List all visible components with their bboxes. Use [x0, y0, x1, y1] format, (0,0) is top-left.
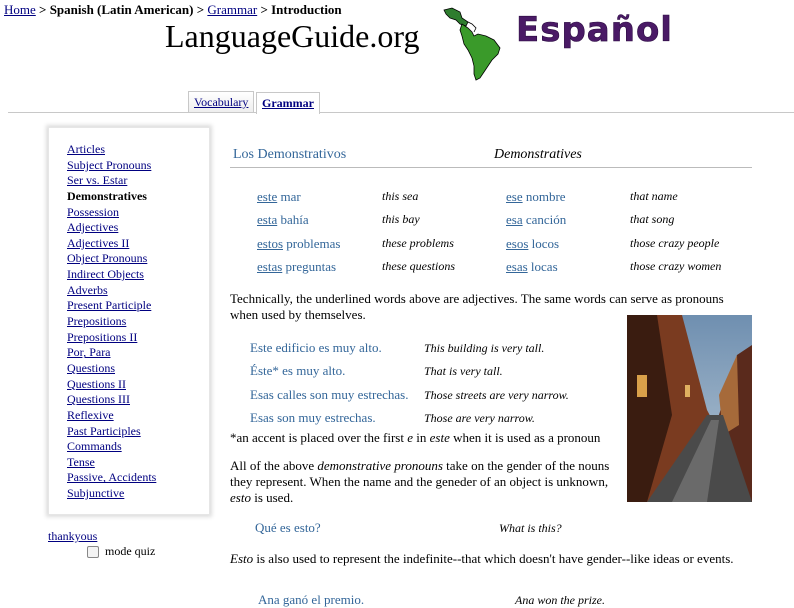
- section-title-english: Demonstratives: [494, 147, 582, 162]
- next-example-spanish[interactable]: Ana ganó el premio.: [258, 592, 365, 607]
- sidebar-item-indirect-objects[interactable]: Indirect Objects: [67, 267, 144, 282]
- language-logo: Español: [516, 10, 673, 50]
- section-title-spanish: Los Demonstrativos: [233, 147, 347, 162]
- sidebar: [48, 127, 210, 515]
- tabs-divider: [8, 112, 794, 113]
- sidebar-item-questions[interactable]: Questions: [67, 360, 115, 375]
- gender-paragraph: All of the above demonstrative pronouns take on the gender of the nouns they represent. When the name and the geneder of an object is unknown, esto is used.: [230, 458, 610, 505]
- demo-phrase[interactable]: ese nombre: [506, 189, 566, 204]
- quiz-mode-toggle[interactable]: [87, 544, 155, 559]
- quiz-mode-label: mode quiz: [105, 544, 156, 558]
- example-english: Those are very narrow.: [424, 411, 535, 425]
- sidebar-item-questions-ii[interactable]: Questions II: [67, 376, 126, 391]
- sidebar-item-possession[interactable]: Possession: [67, 204, 120, 219]
- breadcrumb-separator: >: [260, 2, 268, 17]
- sidebar-item-adverbs[interactable]: Adverbs: [67, 282, 108, 297]
- latin-america-map-icon: [438, 2, 518, 82]
- indefinite-paragraph: Esto is also used to represent the indefinite--that which doesn't have gender--like ideas or events.: [230, 551, 734, 566]
- next-example-english: Ana won the prize.: [515, 593, 605, 607]
- sidebar-item-prepositions-ii[interactable]: Prepositions II: [67, 329, 138, 344]
- site-title[interactable]: LanguageGuide.org: [165, 18, 420, 54]
- sidebar-item-commands[interactable]: Commands: [67, 439, 122, 454]
- example-spanish[interactable]: Esas son muy estrechas.: [250, 410, 376, 425]
- demo-phrase[interactable]: estos problemas: [257, 236, 341, 251]
- breadcrumb: [4, 2, 342, 18]
- sidebar-item-adjectives[interactable]: Adjectives: [67, 220, 119, 235]
- accent-note: *an accent is placed over the first e in este when it is used as a pronoun: [230, 430, 601, 445]
- sidebar-item-articles[interactable]: Articles: [67, 142, 105, 156]
- sidebar-item-past-participles[interactable]: Past Participles: [67, 423, 141, 438]
- sidebar-item-ser-vs-estar[interactable]: Ser vs. Estar: [67, 173, 128, 188]
- sidebar-item-prepositions[interactable]: Prepositions: [67, 314, 127, 329]
- example-english: This building is very tall.: [424, 341, 545, 355]
- sidebar-item-subject-pronouns[interactable]: Subject Pronouns: [67, 157, 152, 172]
- question-spanish[interactable]: Qué es esto?: [255, 520, 321, 535]
- sidebar-item-object-pronouns[interactable]: Object Pronouns: [67, 251, 148, 266]
- section-divider: [230, 167, 752, 168]
- breadcrumb-separator: >: [196, 2, 205, 17]
- sidebar-list: [67, 142, 156, 502]
- breadcrumb-current: Introduction: [271, 2, 342, 17]
- demo-phrase[interactable]: esos locos: [506, 236, 560, 251]
- example-spanish[interactable]: Esas calles son muy estrechas.: [250, 387, 409, 402]
- demo-phrase[interactable]: esas locas: [506, 259, 558, 274]
- demo-translation: these problems: [382, 236, 454, 250]
- example-english: Those streets are very narrow.: [424, 388, 569, 402]
- breadcrumb-language: Spanish (Latin American): [49, 2, 194, 17]
- sidebar-item-reflexive[interactable]: Reflexive: [67, 407, 114, 422]
- demo-translation: that name: [630, 189, 678, 203]
- sidebar-item-questions-iii[interactable]: Questions III: [67, 392, 130, 407]
- example-spanish[interactable]: Éste* es muy alto.: [250, 363, 346, 378]
- breadcrumb-home-link[interactable]: Home: [4, 2, 36, 17]
- sidebar-item-por-para[interactable]: Por, Para: [67, 345, 111, 360]
- demo-phrase[interactable]: este mar: [257, 189, 301, 204]
- example-english: That is very tall.: [424, 364, 503, 378]
- tab-vocabulary[interactable]: Vocabulary: [188, 91, 254, 112]
- sidebar-item-adjectives-ii[interactable]: Adjectives II: [67, 235, 130, 250]
- demo-translation: this sea: [382, 189, 419, 203]
- question-english: What is this?: [499, 521, 562, 535]
- demo-translation: that song: [630, 212, 675, 226]
- example-spanish[interactable]: Este edificio es muy alto.: [250, 340, 382, 355]
- quiz-mode-checkbox[interactable]: [87, 546, 99, 558]
- sidebar-item-present-participle[interactable]: Present Participle: [67, 298, 152, 313]
- demo-translation: those crazy people: [630, 236, 720, 250]
- demo-phrase[interactable]: esa canción: [506, 212, 567, 227]
- demo-translation: this bay: [382, 212, 420, 226]
- breadcrumb-separator: >: [39, 2, 47, 17]
- demo-translation: those crazy women: [630, 259, 722, 273]
- sidebar-item-subjunctive[interactable]: Subjunctive: [67, 486, 125, 501]
- sidebar-item-demonstratives: Demonstratives: [67, 188, 147, 203]
- thankyous-link[interactable]: thankyous: [48, 529, 98, 543]
- sidebar-item-passive-accidents[interactable]: Passive, Accidents: [67, 470, 157, 485]
- street-photo: [627, 315, 752, 502]
- demo-phrase[interactable]: estas preguntas: [257, 259, 337, 274]
- breadcrumb-grammar-link[interactable]: Grammar: [207, 2, 258, 17]
- tab-grammar[interactable]: Grammar: [256, 92, 320, 114]
- demo-phrase[interactable]: esta bahía: [257, 212, 309, 227]
- sidebar-item-tense[interactable]: Tense: [67, 454, 95, 469]
- demo-translation: these questions: [382, 259, 455, 273]
- explanation-paragraph: Technically, the underlined words above are adjectives. The same words can serve as pronouns when used by themselves.: [230, 291, 724, 322]
